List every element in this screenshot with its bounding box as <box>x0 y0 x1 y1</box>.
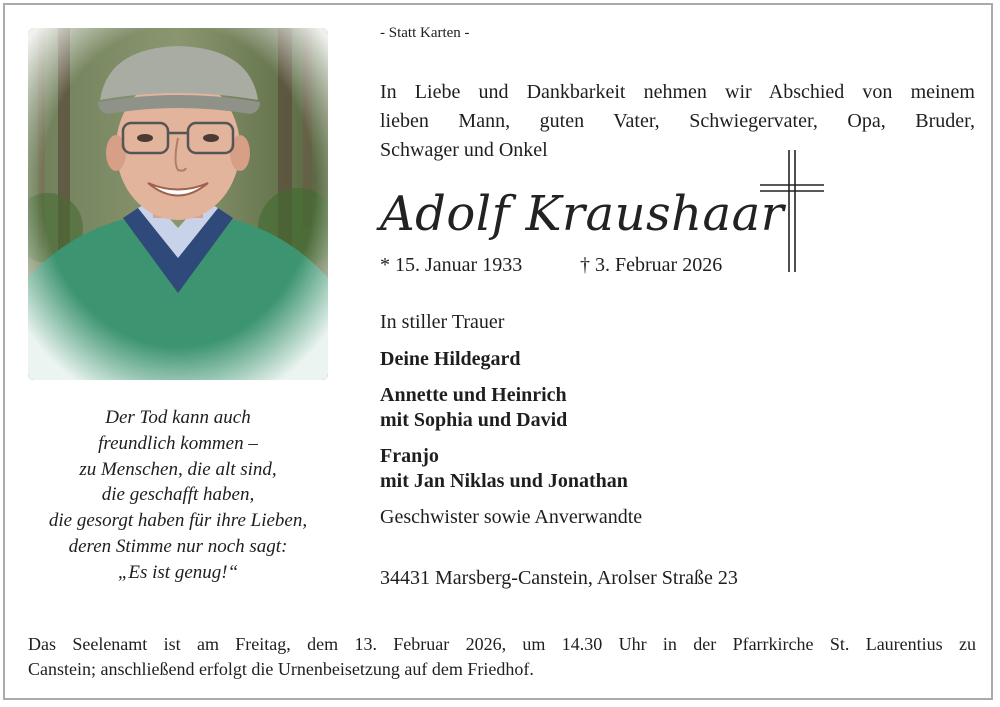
intro-line: In Liebe und Dankbarkeit nehmen wir Abschied von meinem <box>380 81 975 103</box>
mourner-name: Deine Hildegard <box>380 347 521 370</box>
poem-line: freundlich kommen – <box>98 432 258 454</box>
mourner-name: Annette und Heinrich <box>380 384 567 406</box>
service-info <box>28 632 976 682</box>
mourners-others: Geschwister sowie Anverwandte <box>380 506 643 528</box>
portrait-photo <box>28 28 328 380</box>
poem-line: deren Stimme nur noch sagt: <box>68 535 288 557</box>
mourner-name: mit Jan Niklas und Jonathan <box>380 469 628 492</box>
poem-line: „Es ist genug!“ <box>117 561 239 583</box>
deceased-name: Adolf Kraushaar <box>380 186 785 242</box>
mourner-name: Franjo <box>380 445 439 467</box>
mourner-name: mit Sophia und David <box>380 408 568 431</box>
birth-date: * 15. Januar 1933 <box>380 254 523 276</box>
death-date: † 3. Februar 2026 <box>580 254 723 276</box>
statt-karten: - Statt Karten - <box>380 25 470 41</box>
mourners <box>380 310 642 530</box>
intro-line: lieben Mann, guten Vater, Schwiegervater, Opa, Bruder, <box>380 110 975 132</box>
intro-line: Schwager und Onkel <box>380 139 548 161</box>
mourners-heading: In stiller Trauer <box>380 311 505 333</box>
poem-line: Der Tod kann auch <box>105 407 251 428</box>
poem-line: zu Menschen, die alt sind, <box>79 458 277 480</box>
intro-text <box>380 78 975 165</box>
service-line: Canstein; anschließend erfolgt die Urnenbeisetzung auf dem Friedhof. <box>28 659 534 679</box>
poem <box>20 405 336 586</box>
poem-line: die gesorgt haben für ihre Lieben, <box>48 510 308 532</box>
double-line-cross-icon <box>760 150 824 272</box>
service-line: Das Seelenamt ist am Freitag, dem 13. Februar 2026, um 14.30 Uhr in der Pfarrkirche St. Laurentius zu <box>28 634 976 654</box>
poem-line: die geschafft haben, <box>101 484 255 506</box>
address: 34431 Marsberg-Canstein, Arolser Straße 23 <box>380 567 738 589</box>
